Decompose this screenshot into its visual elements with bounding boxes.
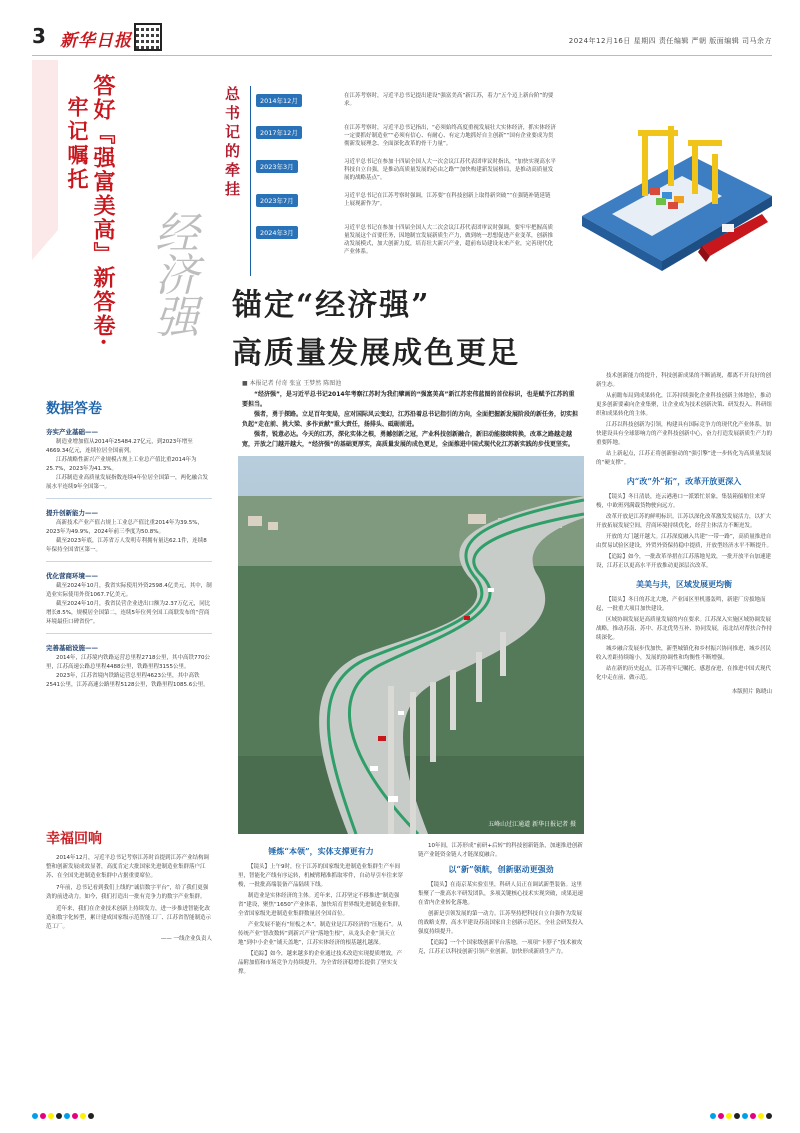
article-paragraph: 【镜头】冬日的苏北大地，产业园区里机器轰鸣，新建厂房拔地而起，一批重大项目加快建设。 [596,597,766,612]
article-paragraph: 站在新的历史起点，江苏将牢记嘱托、感恩奋进，在推进中国式现代化中走在前、做示范。 [596,666,772,681]
newspaper-logo: 新华日报 [60,31,132,51]
headline [232,280,732,372]
timeline-text: 在江苏考察时，习近平总书记提出建设“强富美高”新江苏，着力“五个迈上新台阶”的要求。 [344,93,554,107]
lead-paragraph: “经济强”，是习近平总书记2014年考察江苏时为我们擘画的“强富美高”新江苏宏伟蓝图的首位标识，也是赋予江苏的重要担当。 [242,391,575,408]
echo-paragraph: 近年来，我们在企业技术创新上持续发力，进一步推进智能化改造和数字化转型，累计建成国家级示范智能工厂、江苏省智能制造示范工厂。 [46,906,212,930]
main-photo [238,456,584,834]
photo-signature: 本版照片 陈晓山 [731,689,772,695]
article-paragraph: 江苏以科技创新为引领，构建具有国际竞争力的现代化产业体系，加快建设具有全球影响力的产业科技创新中心，奋力打造发展新质生产力的重要阵地。 [596,422,772,446]
article-paragraph: 【追踪】如今，一批改革举措在江苏落地见效，一批开放平台加速建设，江苏正以更高水平开放推动更深层次改革。 [596,554,772,569]
banner-title-col1: 牢记嘱托 [65,96,90,192]
data-paragraph: 截至2024年10月，我省实际使用外资2598.4亿美元，其中，制造业实际使用外资1067.7亿美元。 [46,583,212,598]
headline-line1: 锚定“经济强” [232,288,431,323]
article-paragraph: 技术创新能力的提升，科技创新成果的不断涌现，都离不开良好的创新生态。 [596,373,772,388]
article-paragraph: 创新是引领发展的第一动力。江苏坚持把科技自立自强作为发展的战略支撑，高水平建设苏南国家自主创新示范区，全社会研发投入强度持续提升。 [418,911,584,935]
data-section-heading: 夯实产业基础—— [46,428,98,436]
data-paragraph: 2023年，江苏省境内铁路运营总里程4623公里，其中高铁2541公里，江苏高速公路里程5128公里，铁路里程1085.6公里。 [46,673,209,688]
echo-paragraph: 2014年12月，习近平总书记考察江苏时首提到江苏产业结构调整和创新发展成效显著，高度肯定大批国家先进制造业集群落户江苏、在全国先进制造业集群中占据重要席位。 [46,855,209,879]
timeline-date: 2024年3月 [256,226,298,239]
article-paragraph: 开放的大门越开越大。江苏深度融入共建“一带一路”，高质量推进自由贸易试验区建设，外贸外资保持稳中提质，开放型经济水平不断提升。 [596,534,772,549]
article-paragraph: 【镜头】冬日清晨，连云港港口一派繁忙景象，集装箱船舶往来穿梭，中欧班列满载货物驶向远方。 [596,494,766,509]
section-subhead: 美美与共，区域发展更均衡 [636,579,732,589]
article-column-1 [238,842,404,1094]
color-registration-left [32,1113,94,1119]
photo-credit: 五峰山过江通道 新华日报记者 摄 [488,821,576,828]
title-banner [32,60,220,390]
happiness-echo-title: 幸福回响 [46,831,102,847]
section-subhead: 内“改”外“拓”，改革开放更深入 [626,476,742,486]
timeline [222,86,562,286]
calligraphy-title: 经济强 [147,210,198,336]
data-section-heading: 优化营商环境—— [46,572,98,580]
timeline-text: 习近平总书记在参加十四届全国人大二次会议江苏代表团审议时强调，要牢牢把握高质量发展这个首要任务，因地制宜发展新质生产力，做到统一思想促进产业变革，创新推动发展模式，加大创新力度，培育壮大新兴产业，超前布局建设未来产业，完善现代化产业体系。 [344,225,554,255]
article-paragraph: 【追踪】如今，越来越多的企业通过技术改造实现提质增效，产品附加值和市场竞争力持续提升，为全省经济稳增长提供了坚实支撑。 [238,951,403,975]
data-section-heading: 提升创新能力—— [46,509,98,517]
timeline-heading: 总书记的牵挂 [223,86,241,200]
data-column-title: 数据答卷 [46,401,102,417]
data-paragraph: 截至2023年底，江苏省万人发明专利拥有量达62.1件，连续8年保持全国省区第一。 [46,538,207,553]
article-paragraph: 制造业是实体经济的主体。近年来，江苏坚定不移推进“制造强省”建设，聚焦“1650”产业体系，加快培育世界级先进制造业集群，全省国家级先进制造业集群数量居全国首位。 [238,893,404,917]
article-paragraph: 产业发展不能有“短板之木”。制造业是江苏经济的“压舱石”。从传统产业“智改数转”到新兴产业“落地生根”，从龙头企业“顶天立地”到中小企业“铺天盖地”，江苏实体经济的根基越扎越深。 [238,922,403,946]
timeline-item [256,158,556,188]
divider [46,633,212,634]
data-paragraph: 制造业增加值从2014年25484.27亿元，到2023年增至4669.34亿元，连续位居全国前列。 [46,439,193,454]
article-paragraph: 站上新起点，江苏正将创新驱动的“强引擎”进一步转化为高质量发展的“硬支撑”。 [596,451,772,466]
masthead [32,20,772,56]
timeline-text: 在江苏考察时，习近平总书记指出，“必须始终高度重视发展壮大实体经济，抓实体经济一定要抓好制造业”“必须有信心、有耐心、有定力地抓好自主创新”“国有企业要成为贯彻新发展理念、全面深化改革的骨干力量”。 [344,125,556,147]
article-column-2 [418,842,584,1094]
article-paragraph: 从前瞻布局到成果转化，江苏持续强化企业科技创新主体地位，推动更多创新要素向企业集聚，让企业成为技术创新决策、研发投入、科研组织和成果转化的主体。 [596,393,772,417]
data-paragraph: 江苏制造业高质量发展指数连续4年位居全国第一，两化融合发展水平连续9年全国第一。 [46,475,209,490]
data-paragraph: 2014年，江苏境内铁路运营总里程2718公里，其中高铁770公里，江苏高速公路总里程4488公里，铁路里程3155公里。 [46,655,210,670]
happiness-echo-column [46,828,212,1090]
timeline-date: 2017年12月 [256,126,302,139]
article-paragraph: 【镜头】上午9时，位于江苏的国家级先进制造业集群生产车间里，智能化产线有序运转，机械臂精准抓取零件，自动导引车往来穿梭，一批批高端装备产品陆续下线。 [238,864,404,888]
timeline-date: 2023年7月 [256,194,298,207]
article-paragraph: 【镜头】在南京某实验室里，科研人员正在调试新型装备。这里集聚了一批高水平研发团队，多项关键核心技术实现突破，成果迅速在省内企业转化落地。 [418,882,584,906]
echo-signature: —— 一线企业负责人 [160,936,212,942]
divider [46,498,212,499]
timeline-line [250,86,251,276]
masthead-info: 2024年12月16日 星期四 责任编辑 严朝 版面编辑 司马余方 [568,37,772,45]
timeline-item [256,124,556,154]
byline: ■ 本报记者 付奇 张宣 王梦然 陈图池 [242,380,342,387]
data-paragraph: 江苏战略性新兴产业规模占规上工业总产值比重2014年为25.7%，2023年为41.3%。 [46,457,197,472]
data-paragraph: 截至2024年10月，我省民营企业进出口额为2.37万亿元，同比增长8.5%，规模居全国第二，连续5年位列全国工商联发布的“营商环境最佳口碑省份”。 [46,601,211,625]
divider [46,561,212,562]
lead-paragraph: 强者，锐意必达。今天的江苏，深化实体之根，勇撼创新之冠，产业科技创新融合，新旧动能接续转换，改革之路越走越宽，开放之门越开越大，“经济强”的基础更厚实，高质量发展的成色更足，全面推进中国式现代化江苏新实践的步伐更坚实。 [242,431,574,448]
article-paragraph: 改革开放是江苏的鲜明标识。江苏以深化改革激发发展活力，以扩大开放拓展发展空间，营商环境持续优化，经营主体活力不断迸发。 [596,514,772,529]
timeline-item [256,224,556,268]
lead-paragraphs [242,390,580,450]
timeline-item [256,92,556,122]
banner-title-col2: 答好『强富美高』新答卷· [90,74,116,348]
article-paragraph: 区域协调发展是高质量发展的内在要求。江苏深入实施区域协调发展战略，推动苏南、苏中、苏北优势互补、协同发展，南北结对帮扶合作持续深化。 [596,617,772,641]
page-number: 3 [32,24,46,48]
timeline-date: 2014年12月 [256,94,302,107]
headline-line2: 高质量发展成色更足 [232,336,520,371]
timeline-item [256,192,556,222]
data-answers-column [46,398,212,812]
article-paragraph: 城乡融合发展步伐加快，新型城镇化和乡村振兴协同推进，城乡居民收入差距持续缩小，发展的协调性和均衡性不断增强。 [596,646,772,661]
qr-code-icon [134,23,162,51]
article-paragraph: 10年间，江苏形成“前研+后转”的科技创新链条，加速推进创新链产业链资金链人才链深度融合。 [418,843,583,858]
timeline-date: 2023年3月 [256,160,298,173]
echo-paragraph: 7年前，总书记看到我们上线的“诚信数字平台”，给了我们更强劲的前进动力。如今，我们打造出一批有竞争力的数字产业集群。 [46,885,209,900]
bridge-photo-illustration [238,456,584,834]
section-subhead: 锤炼“本领”，实体支撑更有力 [268,846,374,856]
timeline-text: 习近平总书记在江苏考察时强调，江苏要“在科技创新上取得新突破”“在强链补链延链上展现新作为”。 [344,193,551,207]
color-registration-right [710,1113,772,1119]
right-article-column [596,372,772,1100]
data-paragraph: 高新技术产业产值占规上工业总产值比重2014年为39.5%，2023年为49.9%，2024年前三季度为50.8%。 [46,520,203,535]
section-subhead: 以“新”领航，创新驱动更强劲 [448,864,554,874]
print-registration-marks [32,1113,772,1119]
timeline-text: 习近平总书记在参加十四届全国人大一次会议江苏代表团审议时指出，“加快实现高水平科技自立自强，是推动高质量发展的必由之路”“加快构建新发展格局，是推动高质量发展的战略基点”。 [344,159,556,181]
article-paragraph: 【追踪】一个个国家级创新平台落地，一项项“卡脖子”技术被攻克，江苏正以科技创新引领产业创新，加快形成新质生产力。 [418,940,583,955]
lead-paragraph: 强者，勇于探路。立足百年变局，应对国际风云变幻，江苏沿着总书记指引的方向，全面把握新发展阶段的新任务，切实担负起“走在前、挑大梁、多作贡献”重大责任，扬排头、砥砺前进。 [242,411,579,428]
port-illustration [572,96,772,276]
data-section-heading: 完善基础设施—— [46,644,98,652]
